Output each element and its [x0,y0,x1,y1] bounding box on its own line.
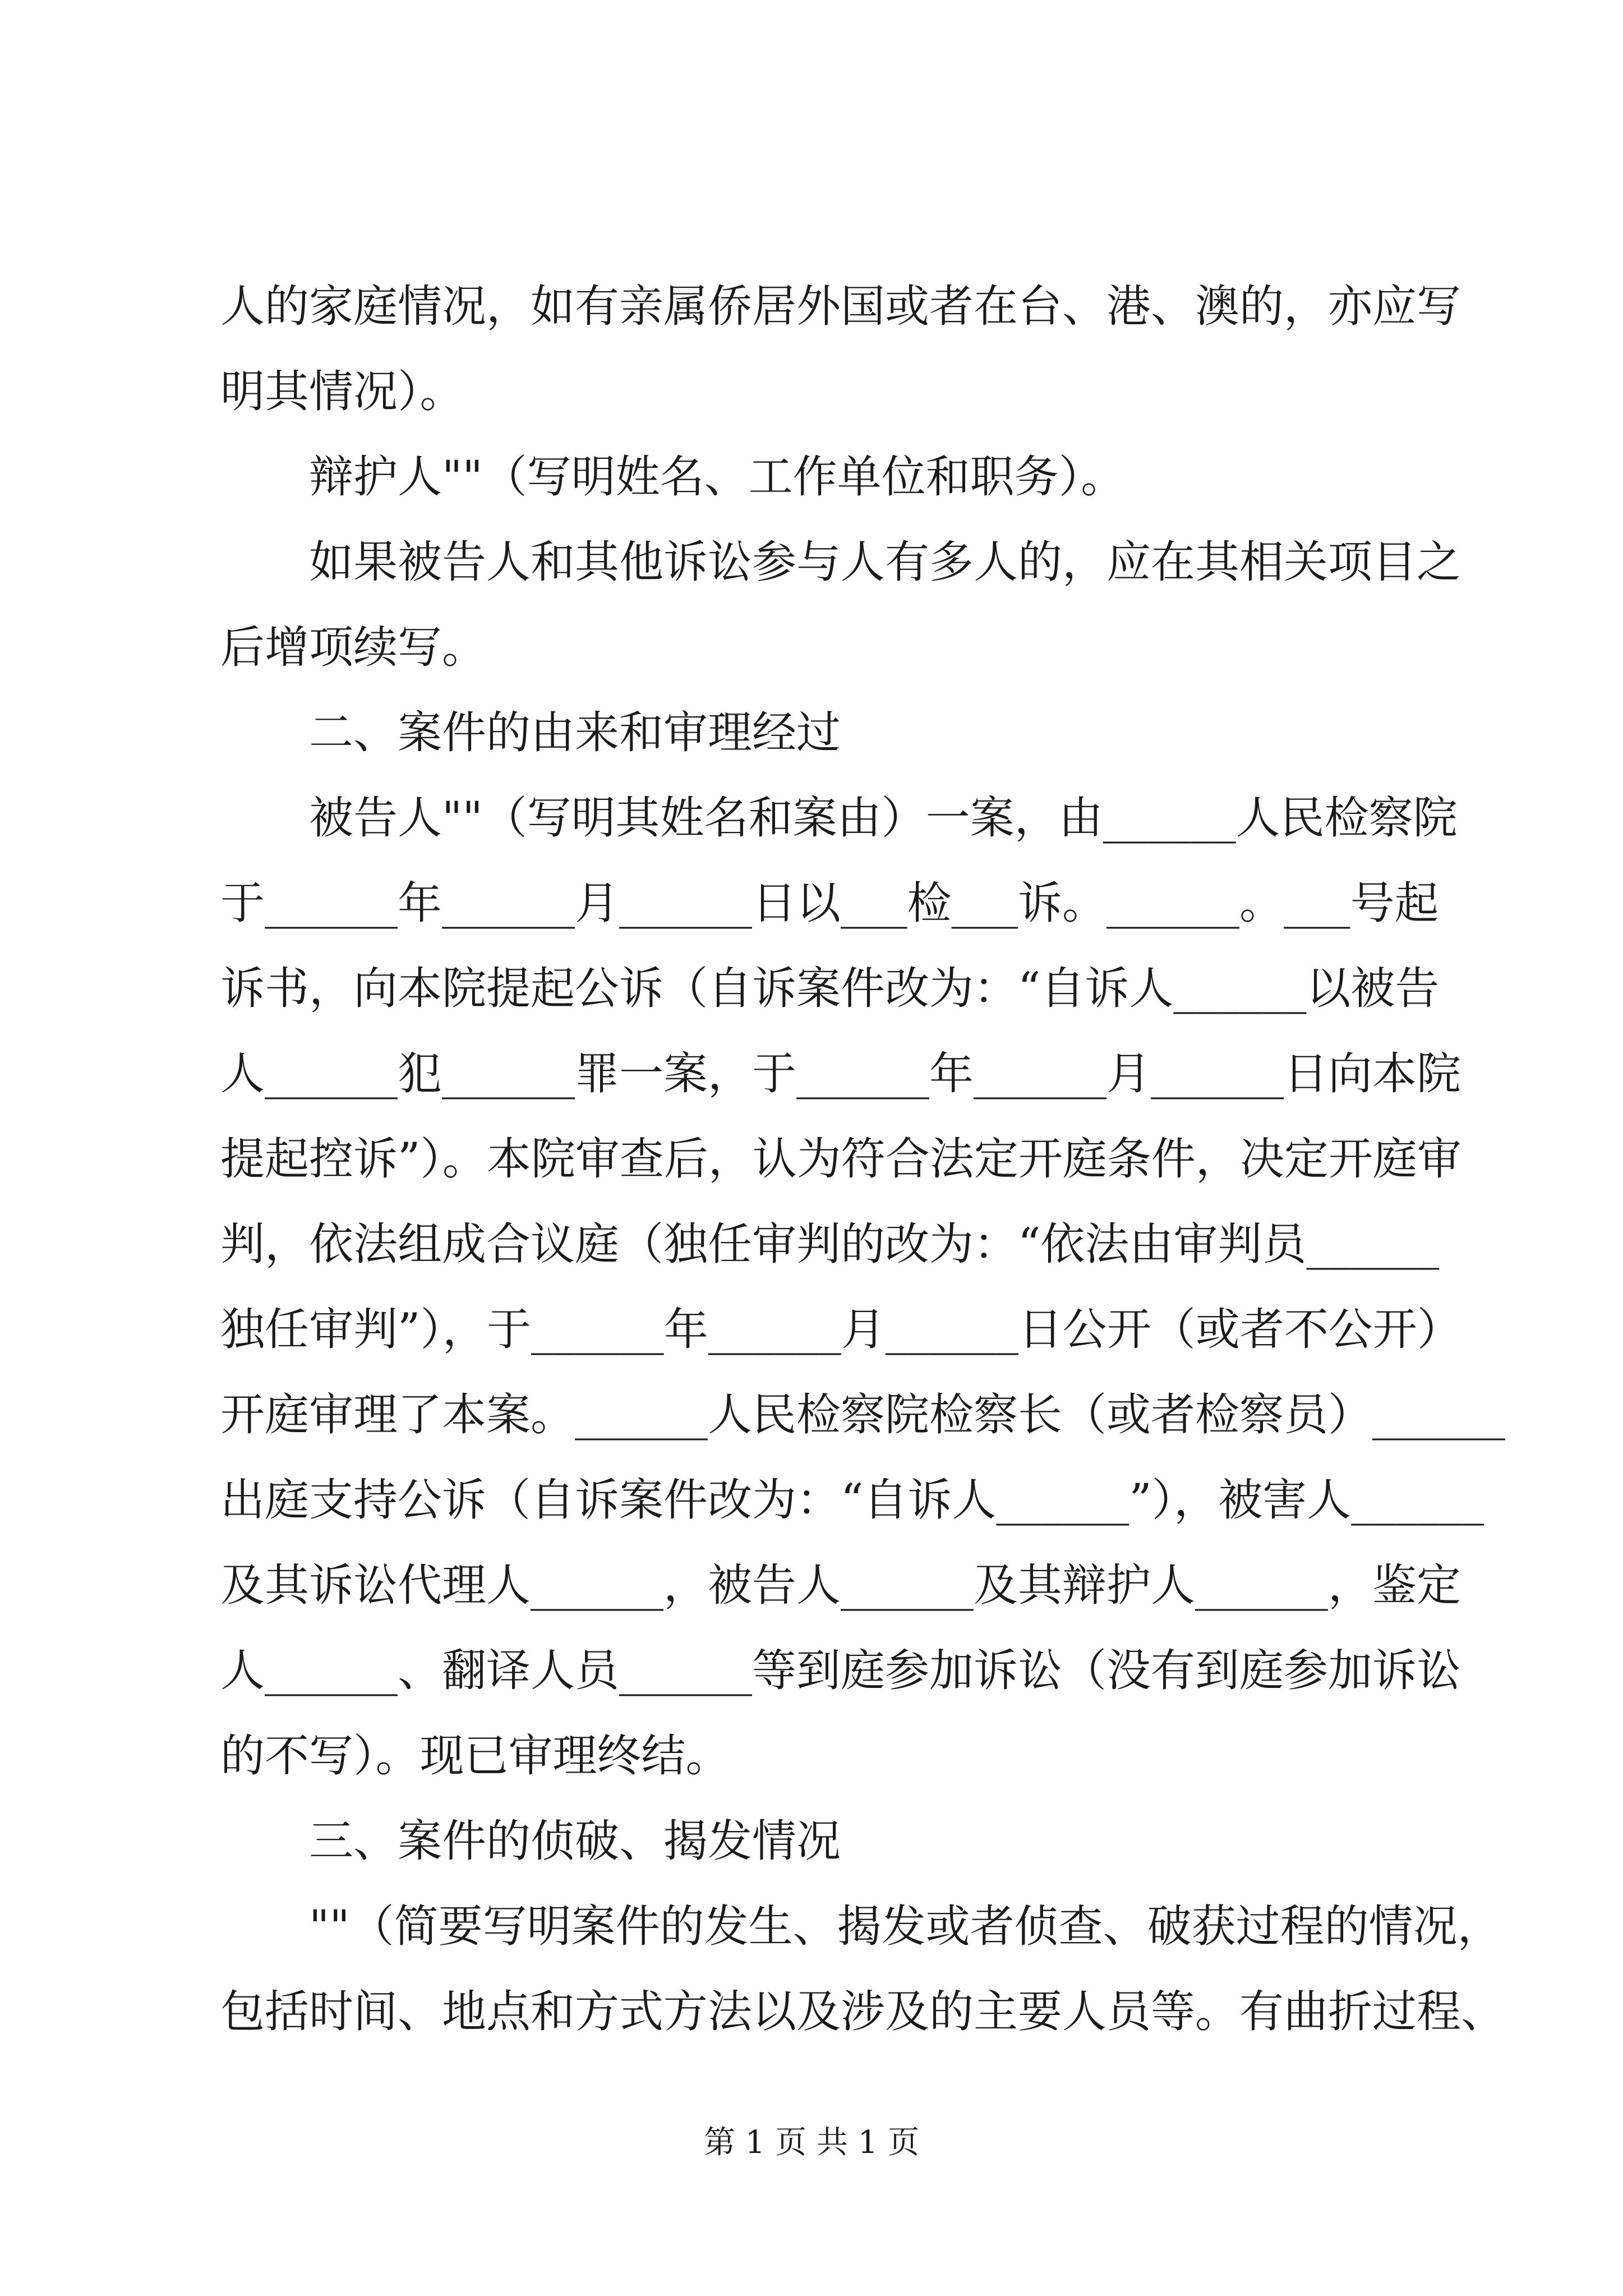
text-line: 及其诉讼代理人______，被告人______及其辩护人______，鉴定 [220,1559,1461,1611]
text-line: 后增项续写。 [220,622,486,673]
section-heading: 二、案件的由来和审理经过 [309,707,841,758]
document-body [220,264,1505,2054]
text-line: 明其情况）。 [220,366,464,417]
text-line: 包括时间、地点和方式方法以及涉及的主要人员等。有曲折过程、 [220,1986,1505,2037]
text-line: 出庭支持公诉（自诉案件改为：“自诉人______”），被害人______ [220,1474,1484,1526]
text-line: 辩护人""（写明姓名、工作单位和职务）。 [309,451,1126,503]
text-line: 开庭审理了本案。______人民检察院检察长（或者检察员）______ [220,1389,1505,1441]
text-line: 如果被告人和其他诉讼参与人有多人的，应在其相关项目之 [309,536,1461,588]
page-footer: 第 1 页 共 1 页 [703,2124,920,2161]
text-line: ""（简要写明案件的发生、揭发或者侦查、破获过程的情况， [309,1901,1502,1952]
text-line: 判，依法组成合议庭（独任审判的改为：“依法由审判员______ [220,1218,1440,1270]
text-line: 于______年______月______日以___检___诉。______。___号起 [220,877,1439,929]
text-line: 被告人""（写明其姓名和案由）一案，由______人民检察院 [309,792,1458,844]
section-heading: 三、案件的侦破、揭发情况 [309,1815,841,1867]
text-line: 诉书，向本院提起公诉（自诉案件改为：“自诉人______以被告 [220,963,1440,1014]
text-line: 人的家庭情况，如有亲属侨居外国或者在台、港、澳的，亦应写 [220,280,1461,332]
text-line: 的不写）。现已审理终结。 [220,1730,730,1782]
text-line: 人______犯______罪一案，于______年______月______日向本院 [220,1048,1461,1099]
text-line: 提起控诉”）。本院审查后，认为符合法定开庭条件，决定开庭审 [220,1133,1461,1185]
text-line: 独任审判”），于______年______月______日公开（或者不公开） [220,1304,1461,1355]
text-line: 人______、翻译人员______等到庭参加诉讼（没有到庭参加诉讼 [220,1645,1461,1696]
